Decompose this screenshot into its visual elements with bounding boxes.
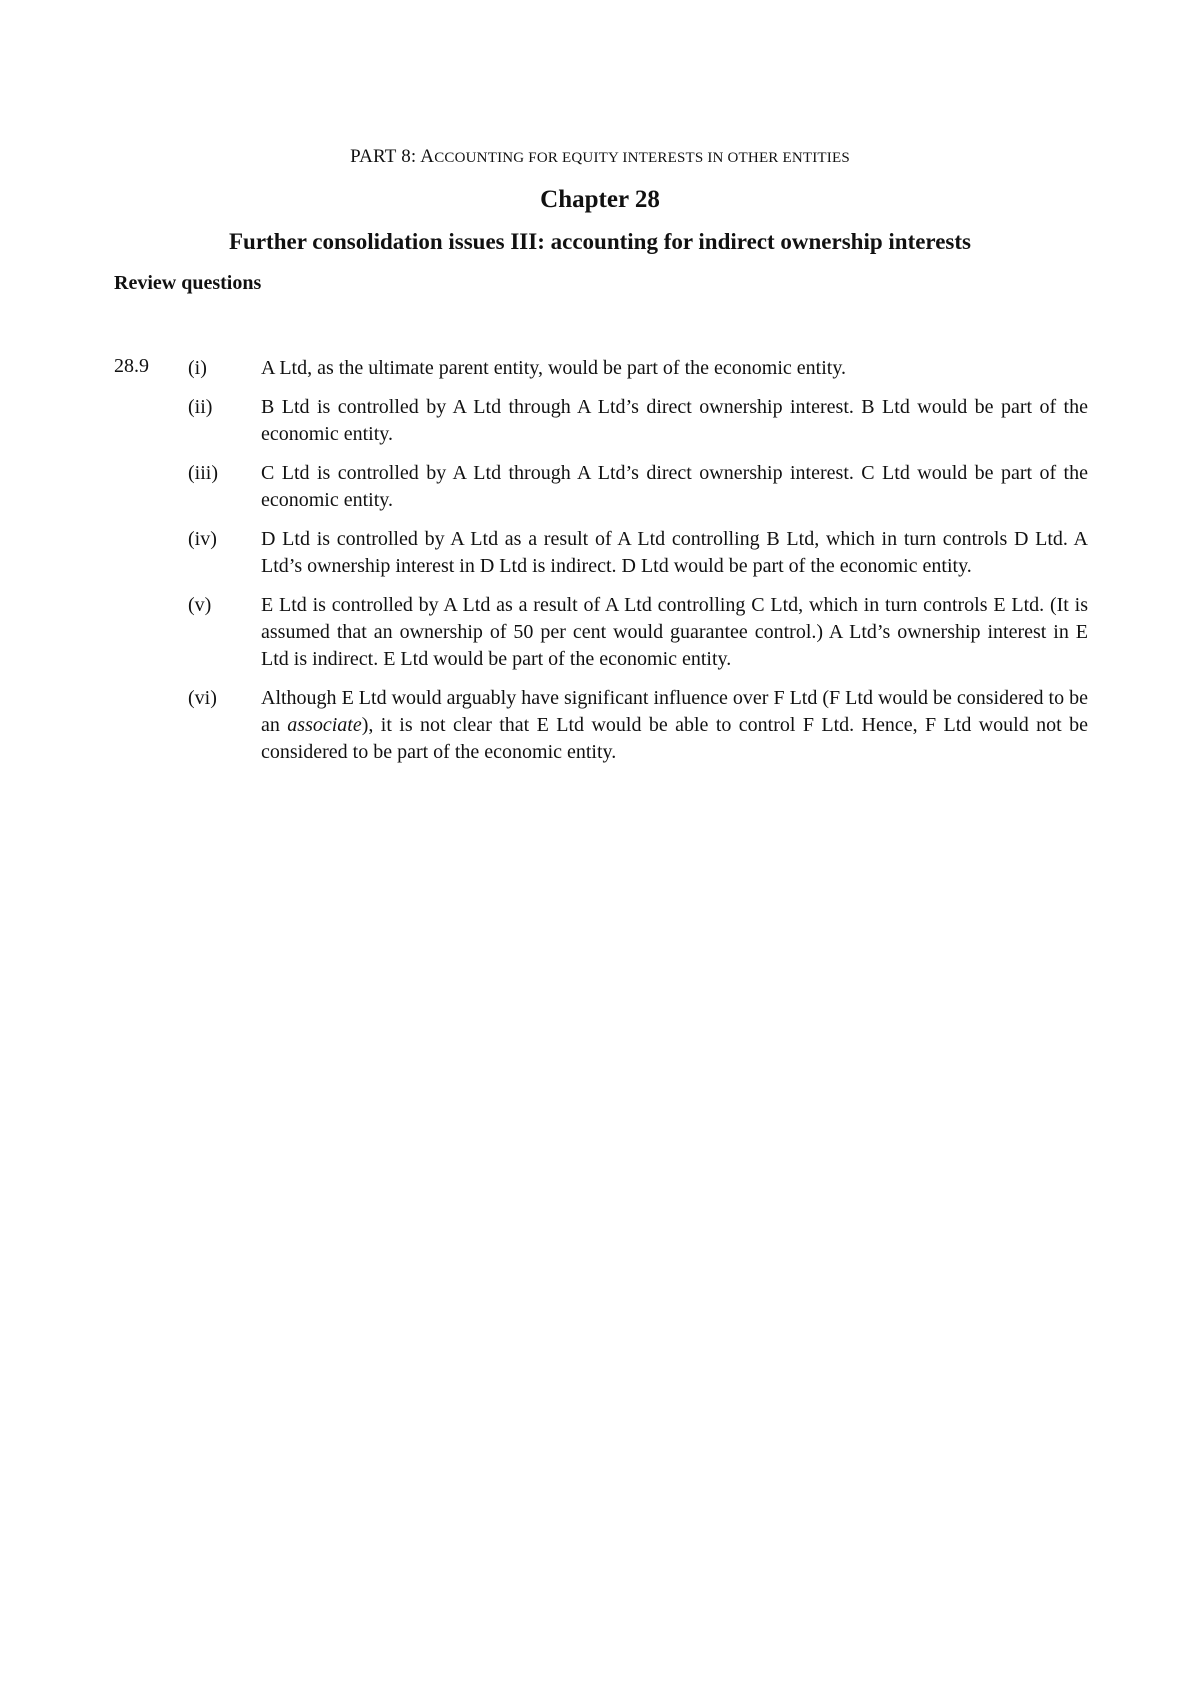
answer-list [188,355,1088,778]
answer-text: A Ltd, as the ultimate parent entity, would be part of the economic entity. [261,357,847,379]
chapter-heading: Chapter 28 [540,186,660,213]
answer-item-vi [188,685,1088,766]
answer-text: E Ltd is controlled by A Ltd as a result of A Ltd controlling C Ltd, which in turn controls E Ltd. (It is assumed that an ownership of 50 per cent would guarantee control.) A Ltd’s ownership interest in E Ltd is indirect. E Ltd would be part of the economic entity. [261,594,1088,670]
answer-marker: (vi) [188,687,217,709]
question-number: 28.9 [114,355,149,377]
chapter-title: Further consolidation issues III: accounting for indirect ownership interests [229,229,971,254]
part-heading [0,146,1200,168]
section-label: Review questions [114,272,262,294]
answer-text: D Ltd is controlled by A Ltd as a result of A Ltd controlling B Ltd, which in turn controls D Ltd. A Ltd’s ownership interest in D Ltd is indirect. D Ltd would be part of the economic entity. [261,528,1088,577]
answer-item-i [188,355,1088,382]
answer-text-before: Although E Ltd would arguably have significant influence over F Ltd (F Ltd would be considered to be an [261,687,1088,736]
answer-item-ii [188,394,1088,448]
associate-term: associate [287,714,362,736]
answer-text-after: ), it is not clear that E Ltd would be able to control F Ltd. Hence, F Ltd would not be considered to be part of the economic entity. [261,714,1088,763]
answer-marker: (v) [188,594,212,616]
answer-item-iii [188,460,1088,514]
answer-marker: (i) [188,357,207,379]
part-heading-rest: CCOUNTING FOR EQUITY INTERESTS IN OTHER ENTITIES [434,150,850,166]
answer-text: C Ltd is controlled by A Ltd through A Ltd’s direct ownership interest. C Ltd would be part of the economic entity. [261,462,1088,511]
answer-marker: (iv) [188,528,217,550]
answer-marker: (ii) [188,396,213,418]
answer-text: B Ltd is controlled by A Ltd through A Ltd’s direct ownership interest. B Ltd would be part of the economic entity. [261,396,1088,445]
answer-item-iv [188,526,1088,580]
answer-item-v [188,592,1088,673]
part-heading-prefix: PART 8: A [350,146,435,167]
answer-text [261,687,1088,763]
answer-marker: (iii) [188,462,218,484]
